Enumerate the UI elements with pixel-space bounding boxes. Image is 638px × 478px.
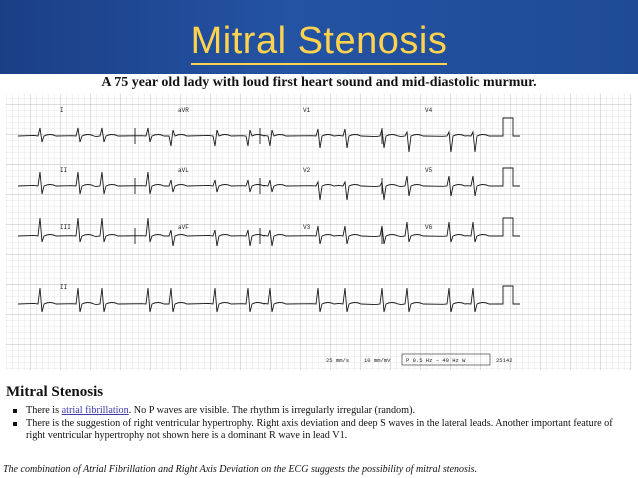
notes-list — [6, 405, 634, 443]
lead-label: aVF — [178, 224, 189, 231]
lead-label: I — [60, 107, 64, 114]
notes-heading: Mitral Stenosis — [6, 384, 104, 400]
lead-label: aVL — [178, 167, 189, 174]
ecg-device: 25142 — [496, 357, 513, 364]
slide-title-text: Mitral Stenosis — [191, 20, 448, 65]
lead-label: V1 — [303, 107, 311, 114]
slide-subtitle: A 75 year old lady with loud first heart sound and mid-diastolic murmur. — [101, 75, 537, 90]
lead-label: II — [60, 284, 68, 291]
lead-label: V3 — [303, 224, 311, 231]
title-banner — [0, 0, 638, 74]
atrial-fibrillation-link[interactable]: atrial fibrillation — [61, 405, 129, 416]
lead-label: V6 — [425, 224, 433, 231]
slide-title — [0, 20, 638, 63]
note-text: . No P waves are visible. The rhythm is irregularly irregular (random). — [128, 405, 416, 416]
ecg-speed: 25 mm/s — [326, 357, 350, 364]
lead-label: V4 — [425, 107, 433, 114]
conclusion-text: The combination of Atrial Fibrillation and Right Axis Deviation on the ECG suggests the possibility of mitral stenosis. — [3, 464, 478, 475]
lead-label: V5 — [425, 167, 433, 174]
note-bullet — [6, 418, 634, 442]
ecg-gain: 10 mm/mV — [364, 357, 391, 364]
ecg-filter: P 0.5 Hz – 40 Hz W — [406, 357, 466, 364]
lead-label: V2 — [303, 167, 311, 174]
note-text: There is the suggestion of right ventricular hypertrophy. Right axis deviation and deep S waves in the lateral leads. Another important feature of right ventricular hypertrophy not shown here is a dominant R wave in lead V1. — [26, 418, 613, 441]
lead-label: III — [60, 224, 71, 231]
lead-label: aVR — [178, 107, 189, 114]
note-text: There is — [26, 405, 62, 416]
ecg-tracing — [0, 74, 638, 372]
lead-label: II — [60, 167, 68, 174]
note-bullet — [6, 405, 634, 417]
